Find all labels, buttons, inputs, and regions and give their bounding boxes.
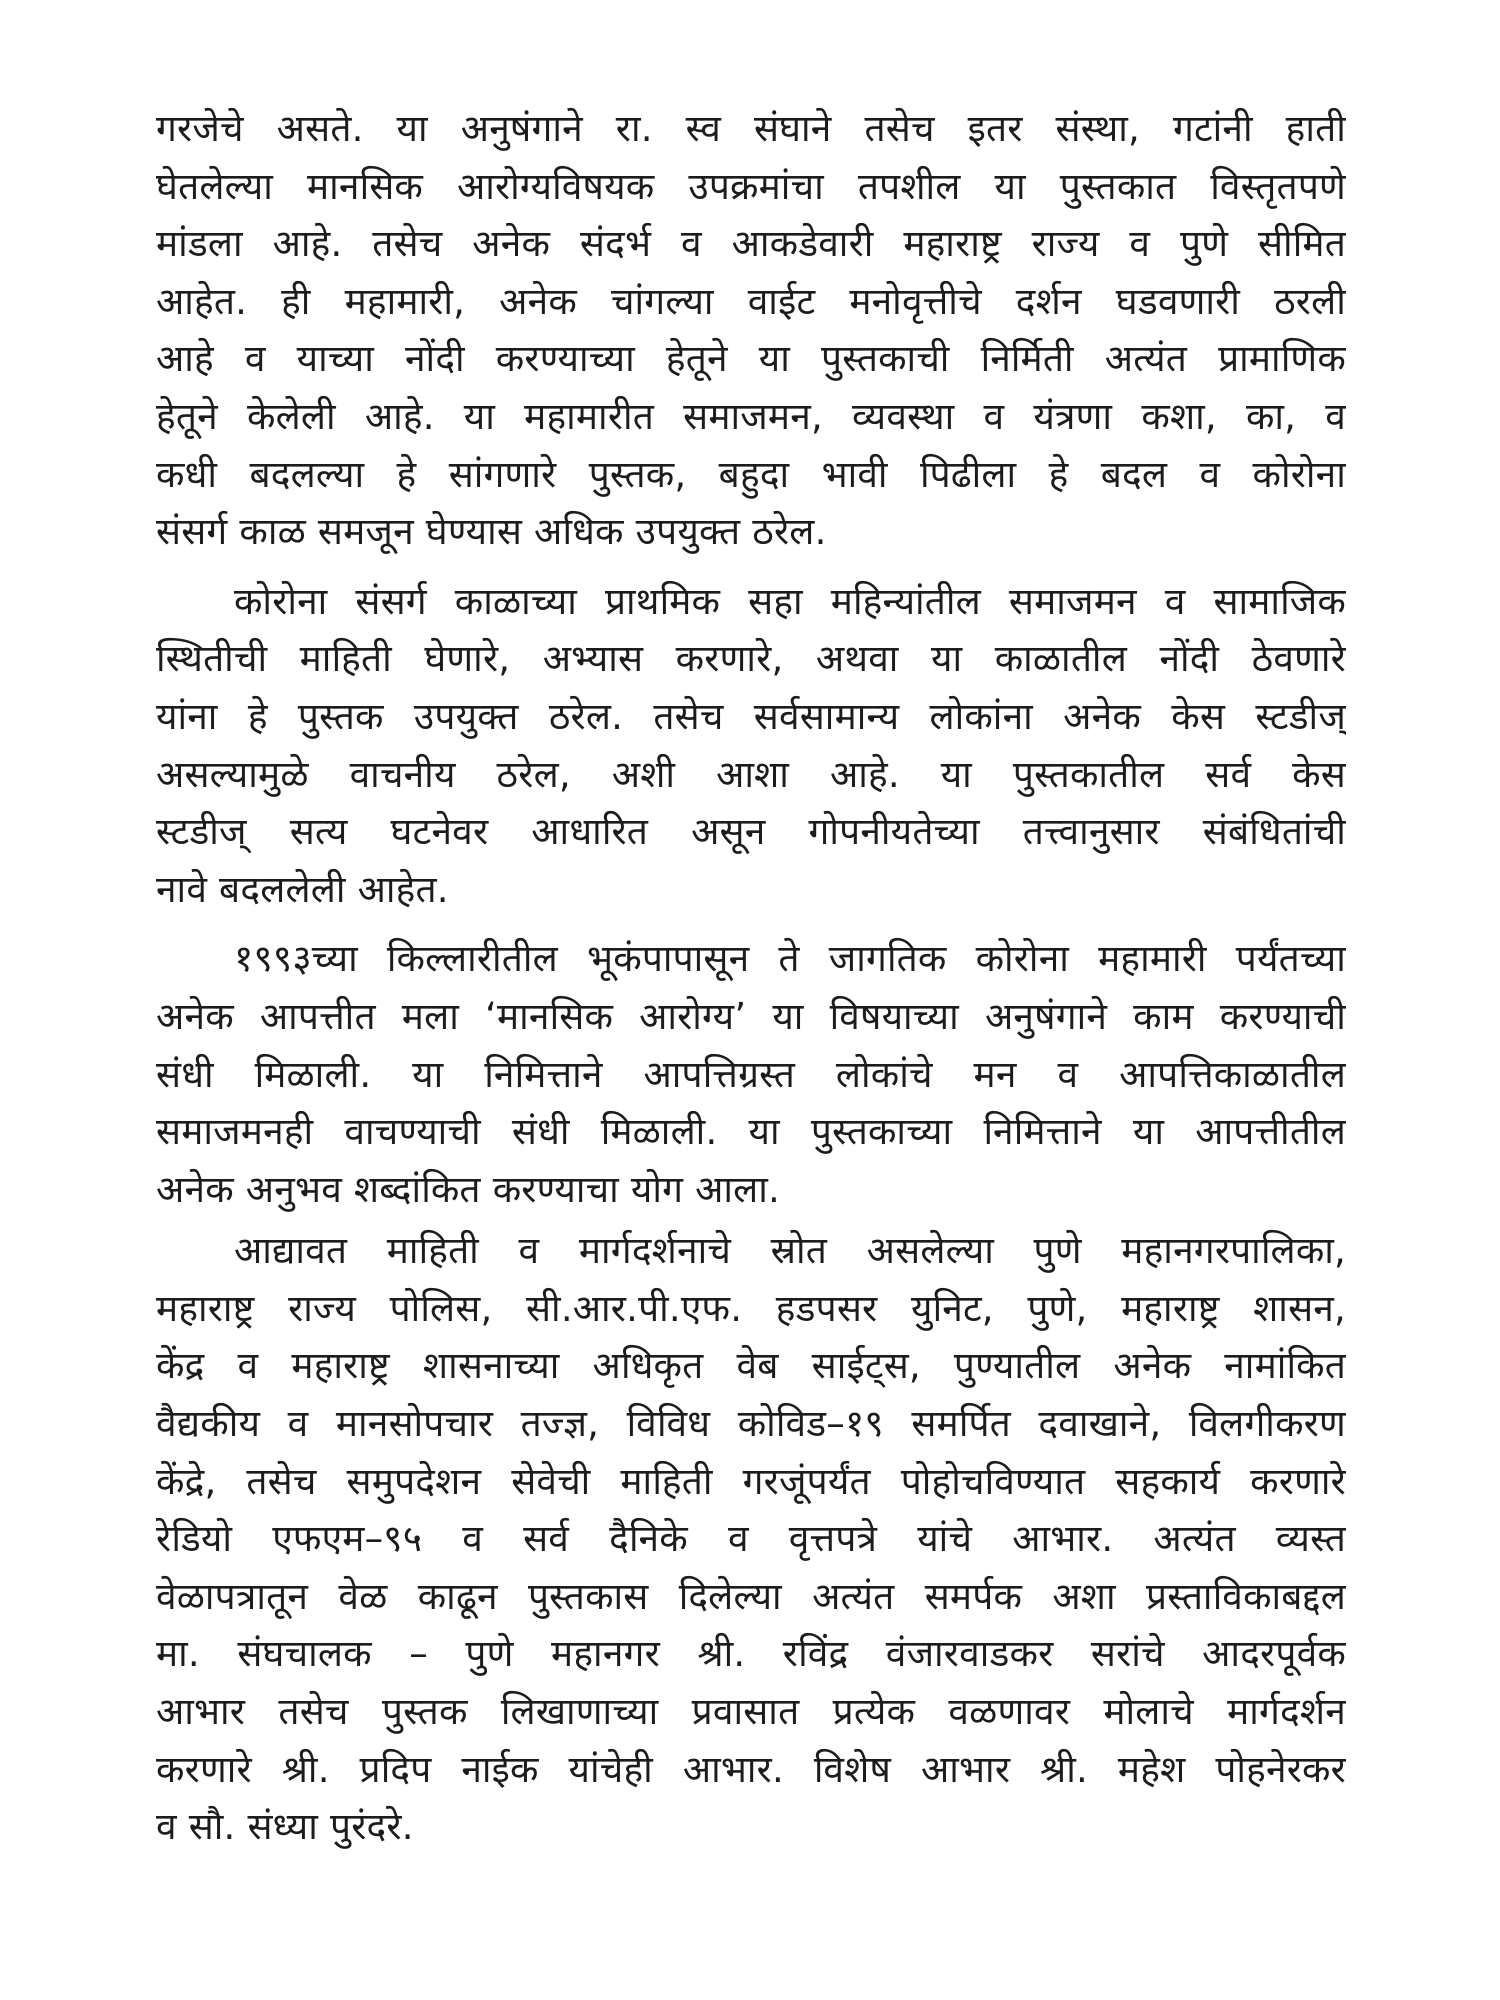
paragraph bbox=[156, 573, 1346, 919]
text-line: वैद्यकीय व मानसोपचार तज्ज्ञ, विविध कोविड–१९ समर्पित दवाखाने, विलगीकरण bbox=[156, 1402, 1346, 1446]
text-line: घेतलेल्या मानसिक आरोग्यविषयक उपक्रमांचा तपशील या पुस्तकात विस्तृतपणे bbox=[156, 164, 1346, 208]
text-line: यांना हे पुस्तक उपयुक्त ठरेल. तसेच सर्वसामान्य लोकांना अनेक केस स्टडीज् bbox=[156, 694, 1346, 738]
text-line: मांडला आहे. तसेच अनेक संदर्भ व आकडेवारी महाराष्ट्र राज्य व पुणे सीमित bbox=[156, 222, 1346, 266]
text-line: अनेक अनुभव शब्दांकित करण्याचा योग आला. bbox=[156, 1167, 780, 1211]
text-line: वेळापत्रातून वेळ काढून पुस्तकास दिलेल्या अत्यंत समर्पक अशा प्रस्ताविकाबद्दल bbox=[156, 1574, 1346, 1618]
text-line: आभार तसेच पुस्तक लिखाणाच्या प्रवासात प्रत्येक वळणावर मोलाचे मार्गदर्शन bbox=[156, 1690, 1346, 1734]
text-line: आद्यावत माहिती व मार्गदर्शनाचे स्रोत असलेल्या पुणे महानगरपालिका, bbox=[234, 1229, 1346, 1273]
paragraph bbox=[156, 1222, 1346, 1856]
text-line: समाजमनही वाचण्याची संधी मिळाली. या पुस्तकाच्या निमित्ताने या आपत्तीतील bbox=[156, 1110, 1346, 1154]
text-line: नावे बदललेली आहेत. bbox=[156, 867, 449, 911]
paragraph-spacing bbox=[156, 561, 1346, 573]
text-line: असल्यामुळे वाचनीय ठरेल, अशी आशा आहे. या पुस्तकातील सर्व केस bbox=[156, 752, 1346, 796]
text-line: संधी मिळाली. या निमित्ताने आपत्तिग्रस्त लोकांचे मन व आपत्तिकाळातील bbox=[156, 1052, 1346, 1096]
text-line: स्थितीची माहिती घेणारे, अभ्यास करणारे, अथवा या काळातील नोंदी ठेवणारे bbox=[156, 637, 1346, 681]
paragraph bbox=[156, 100, 1346, 561]
body-text bbox=[156, 100, 1346, 1856]
text-line: १९९३च्या किल्लारीतील भूकंपापासून ते जागतिक कोरोना महामारी पर्यंतच्या bbox=[234, 937, 1346, 981]
text-line: रेडियो एफएम–९५ व सर्व दैनिके व वृत्तपत्रे यांचे आभार. अत्यंत व्यस्त bbox=[156, 1517, 1346, 1561]
text-line: आहे व याच्या नोंदी करण्याच्या हेतूने या पुस्तकाची निर्मिती अत्यंत प्रामाणिक bbox=[156, 337, 1346, 381]
text-line: कोरोना संसर्ग काळाच्या प्राथमिक सहा महिन्यांतील समाजमन व सामाजिक bbox=[234, 579, 1346, 623]
text-line: स्टडीज् सत्य घटनेवर आधारित असून गोपनीयतेच्या तत्त्वानुसार संबंधितांची bbox=[156, 810, 1346, 854]
text-line: केंद्रे, तसेच समुपदेशन सेवेची माहिती गरजूंपर्यंत पोहोचविण्यात सहकार्य करणारे bbox=[156, 1459, 1346, 1503]
text-line: मा. संघचालक – पुणे महानगर श्री. रविंद्र वंजारवाडकर सरांचे आदरपूर्वक bbox=[156, 1632, 1346, 1676]
text-line: करणारे श्री. प्रदिप नाईक यांचेही आभार. विशेष आभार श्री. महेश पोहनेरकर bbox=[156, 1747, 1346, 1791]
text-line: व सौ. संध्या पुरंदरे. bbox=[156, 1805, 414, 1849]
paragraph bbox=[156, 930, 1346, 1218]
text-line: संसर्ग काळ समजून घेण्यास अधिक उपयुक्त ठरेल. bbox=[156, 510, 827, 554]
text-line: अनेक आपत्तीत मला ‘मानसिक आरोग्य’ या विषयाच्या अनुषंगाने काम करण्याची bbox=[156, 994, 1346, 1038]
text-line: कधी बदलल्या हे सांगणारे पुस्तक, बहुदा भावी पिढीला हे बदल व कोरोना bbox=[156, 452, 1346, 496]
text-line: महाराष्ट्र राज्य पोलिस, सी.आर.पी.एफ. हडपसर युनिट, पुणे, महाराष्ट्र शासन, bbox=[156, 1286, 1346, 1330]
text-line: गरजेचे असते. या अनुषंगाने रा. स्व संघाने तसेच इतर संस्था, गटांनी हाती bbox=[156, 107, 1346, 150]
text-line: केंद्र व महाराष्ट्र शासनाच्या अधिकृत वेब साईट्स, पुण्यातील अनेक नामांकित bbox=[156, 1344, 1346, 1388]
text-line: हेतूने केलेली आहे. या महामारीत समाजमन, व्यवस्था व यंत्रणा कशा, का, व bbox=[156, 394, 1346, 438]
text-line: आहेत. ही महामारी, अनेक चांगल्या वाईट मनोवृत्तीचे दर्शन घडवणारी ठरली bbox=[156, 279, 1346, 323]
paragraph-spacing bbox=[156, 918, 1346, 930]
